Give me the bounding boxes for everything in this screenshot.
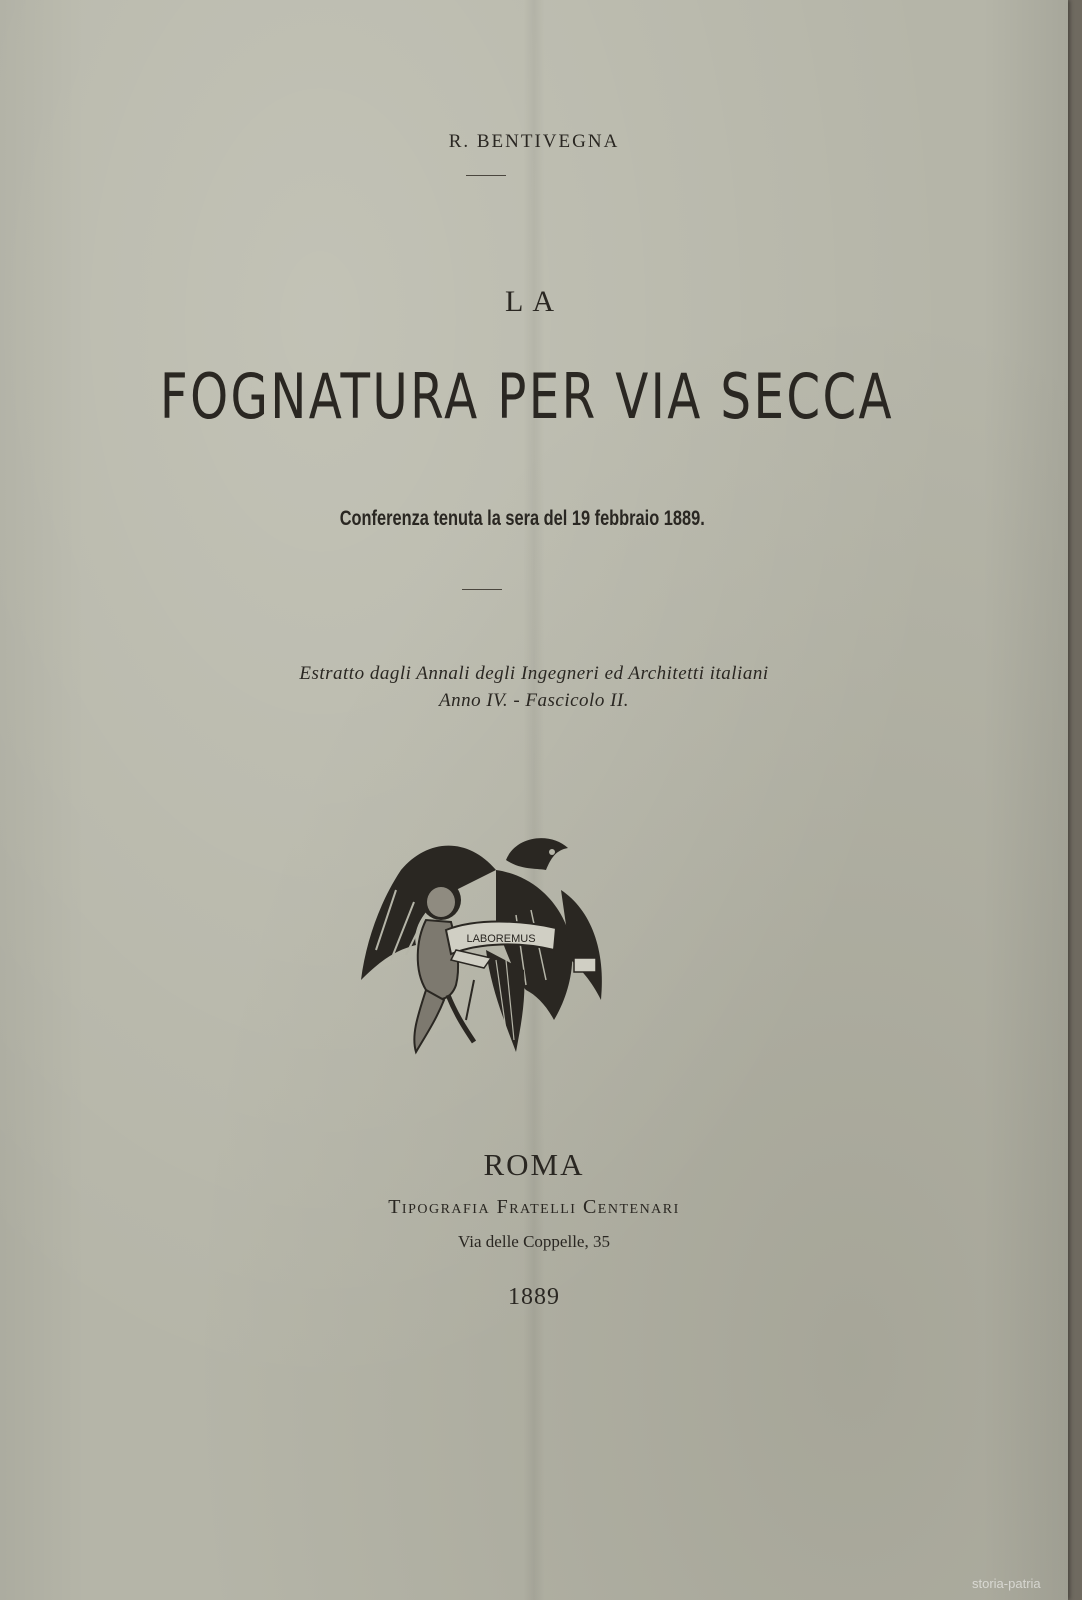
- main-title: FOGNATURA PER VIA SECCA: [159, 360, 894, 433]
- section-rule: [462, 589, 502, 590]
- publication-city: ROMA: [483, 1147, 585, 1182]
- author-rule: [466, 175, 506, 176]
- subtitle: Conferenza tenuta la sera del 19 febbraio 1889.: [339, 507, 705, 530]
- extract-note: [0, 660, 1068, 714]
- extract-line-1: Estratto dagli Annali degli Ingegneri ed Architetti italiani: [299, 663, 769, 684]
- printer-emblem-icon: [356, 830, 608, 1060]
- publication-year: 1889: [508, 1284, 560, 1310]
- title-article: LA: [505, 285, 563, 318]
- printer-address: Via delle Coppelle, 35: [458, 1232, 610, 1251]
- author-name: R. BENTIVEGNA: [448, 131, 620, 152]
- extract-line-2: Anno IV. - Fascicolo II.: [439, 690, 629, 711]
- printer-name: Tipografia Fratelli Centenari: [388, 1196, 680, 1218]
- emblem-motto: LABOREMUS: [466, 933, 536, 945]
- watermark: storia-patria: [972, 1576, 1041, 1591]
